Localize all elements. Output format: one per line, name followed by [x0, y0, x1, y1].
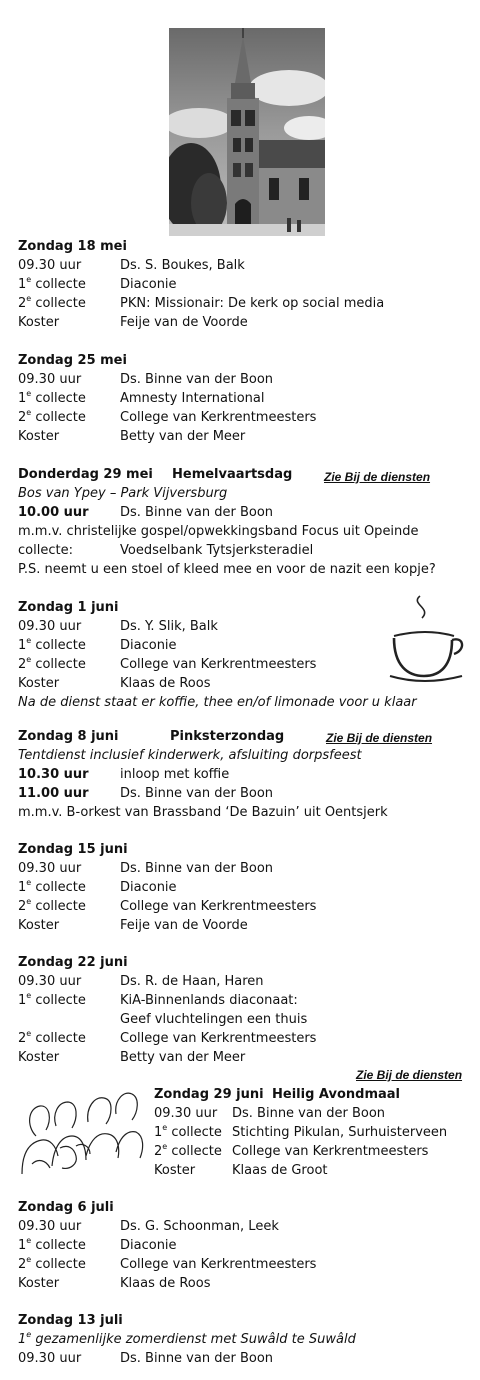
people-sketch-icon [16, 1086, 146, 1178]
service-time-row: 11.00 uur Ds. Binne van der Boon [18, 786, 274, 801]
location: Bos van Ypey – Park Vijversburg [18, 486, 228, 501]
collecte-1-row: 1e collecte Stichting Pikulan, Surhuisterveen [154, 1122, 448, 1140]
collecte-2-row: 2e collecte College van Kerkrentmeesters [154, 1141, 429, 1159]
service-title: Donderdag 29 mei [18, 467, 153, 482]
service-subtitle: Heilig Avondmaal [272, 1087, 401, 1102]
service-title: Zondag 22 juni [18, 955, 128, 970]
service-time-row: 09.30 uur Ds. Binne van der Boon [18, 372, 274, 387]
koster-row: Koster Klaas de Groot [154, 1163, 328, 1178]
service-title: Zondag 15 juni [18, 842, 128, 857]
collecte-2-row: 2e collecte PKN: Missionair: De kerk op social media [18, 293, 385, 311]
service-time-row: 09.30 uur Ds. S. Boukes, Balk [18, 258, 245, 273]
collecte-1-continuation: Geef vluchtelingen een thuis [120, 1012, 308, 1027]
koster-row: Koster Betty van der Meer [18, 1050, 246, 1065]
koster-row: Koster Klaas de Roos [18, 1276, 211, 1291]
collecte-1-row: 1e collecte Diaconie [18, 877, 177, 895]
zie-bij-de-diensten-link[interactable]: Zie Bij de diensten [324, 470, 431, 484]
service-time-row: 09.30 uur Ds. Binne van der Boon [18, 861, 274, 876]
note: m.m.v. christelijke gospel/opwekkingsband Focus uit Opeinde [18, 524, 419, 539]
collecte-1-row: 1e collecte Amnesty International [18, 388, 265, 406]
note: Na de dienst staat er koffie, thee en/of limonade voor u klaar [18, 695, 417, 710]
koster-row: Koster Feije van de Voorde [18, 918, 248, 933]
service-time-row: 10.00 uur Ds. Binne van der Boon [18, 505, 274, 520]
note: P.S. neemt u een stoel of kleed mee en voor de nazit een kopje? [18, 562, 436, 577]
collecte-1-row: 1e collecte Diaconie [18, 635, 177, 653]
collecte-2-row: 2e collecte College van Kerkrentmeesters [18, 1028, 317, 1046]
collecte-2-row: 2e collecte College van Kerkrentmeesters [18, 407, 317, 425]
service-title: Zondag 1 juni [18, 600, 119, 615]
service-subtitle: Hemelvaartsdag [172, 467, 293, 482]
coffee-cup-icon [388, 592, 464, 686]
note: 1e gezamenlijke zomerdienst met Suwâld te Suwâld [18, 1329, 356, 1347]
koster-row: Koster Betty van der Meer [18, 429, 246, 444]
zie-bij-de-diensten-link[interactable]: Zie Bij de diensten [326, 731, 433, 745]
service-time-row: 09.30 uur Ds. Y. Slik, Balk [18, 619, 218, 634]
collecte-2-row: 2e collecte College van Kerkrentmeesters [18, 1254, 317, 1272]
collecte-2-row: 2e collecte College van Kerkrentmeesters [18, 654, 317, 672]
collecte-2-row: 2e collecte College van Kerkrentmeesters [18, 896, 317, 914]
collecte-1-row: 1e collecte Diaconie [18, 274, 177, 292]
service-subtitle: Pinksterzondag [170, 729, 285, 744]
service-time-row: 09.30 uur Ds. G. Schoonman, Leek [18, 1219, 279, 1234]
service-time-row: 09.30 uur Ds. Binne van der Boon [154, 1106, 386, 1121]
koster-row: Koster Klaas de Roos [18, 676, 211, 691]
note: m.m.v. B-orkest van Brassband ‘De Bazuin’ uit Oentsjerk [18, 805, 388, 820]
zie-bij-de-diensten-link[interactable]: Zie Bij de diensten [356, 1068, 463, 1082]
collecte-row: collecte: Voedselbank Tytsjerksteradiel [18, 543, 314, 558]
collecte-1-row: 1e collecte KiA-Binnenlands diaconaat: [18, 990, 298, 1008]
note: Tentdienst inclusief kinderwerk, afsluiting dorpsfeest [18, 748, 362, 763]
service-time-row: 10.30 uur inloop met koffie [18, 767, 230, 782]
service-title: Zondag 6 juli [18, 1200, 114, 1215]
service-title: Zondag 29 juni [154, 1087, 264, 1102]
service-time-row: 09.30 uur Ds. Binne van der Boon [18, 1351, 274, 1366]
service-title: Zondag 8 juni [18, 729, 119, 744]
service-time-row: 09.30 uur Ds. R. de Haan, Haren [18, 974, 264, 989]
collecte-1-row: 1e collecte Diaconie [18, 1235, 177, 1253]
service-title: Zondag 13 juli [18, 1313, 123, 1328]
koster-row: Koster Feije van de Voorde [18, 315, 248, 330]
service-title: Zondag 25 mei [18, 353, 127, 368]
service-title: Zondag 18 mei [18, 239, 127, 254]
church-photo [169, 28, 325, 236]
